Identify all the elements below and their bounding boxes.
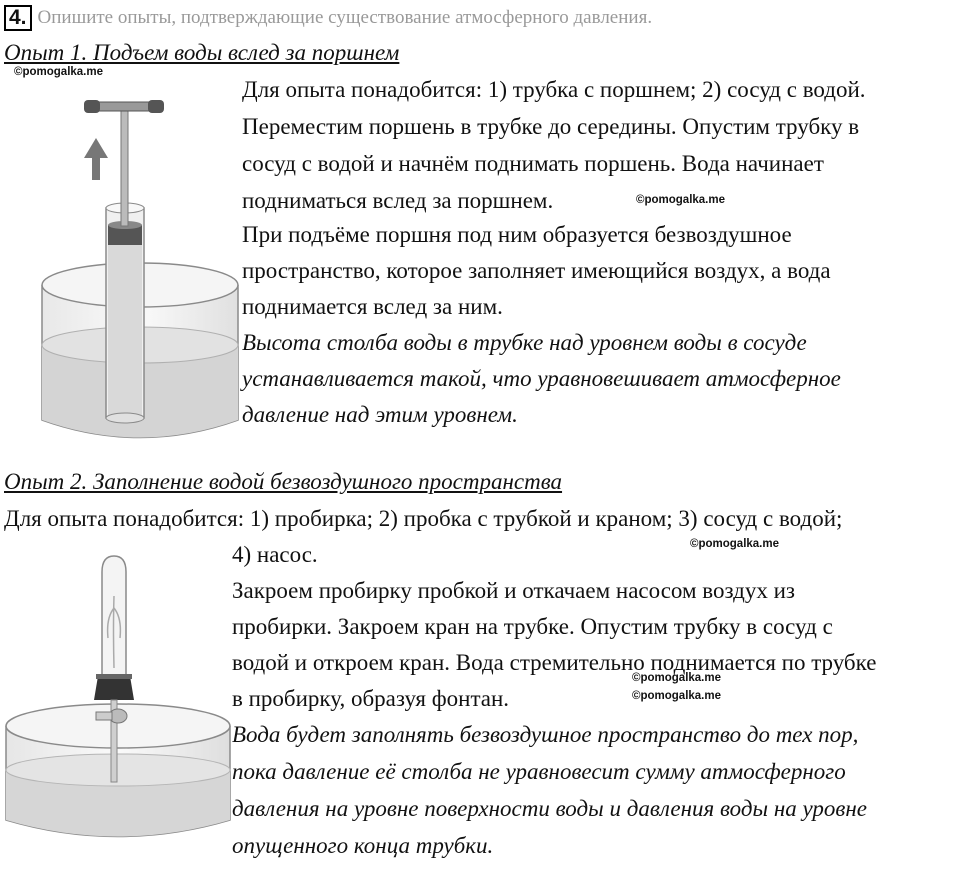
watermark: ©pomogalka.me [690, 538, 779, 550]
text-line: поднимается вслед за ним. [242, 294, 503, 319]
text-line: водой и откроем кран. Вода стремительно поднимается по трубке [232, 650, 877, 675]
text-line: При подъёме поршня под ним образуется безвоздушное [242, 222, 792, 247]
experiment1-text [242, 76, 866, 437]
text-line: Переместим поршень в трубке до середины. Опустим трубку в [242, 114, 860, 139]
test-tube-fountain-illustration [0, 548, 232, 848]
experiment2-text [232, 541, 876, 869]
text-line: в пробирку, образуя фонтан. [232, 686, 510, 711]
task-header [4, 4, 652, 32]
watermark: ©pomogalka.me [632, 690, 721, 702]
conclusion-line: Высота столба воды в трубке над уровнем воды в сосуде [242, 330, 807, 355]
text-line: подниматься вслед за поршнем. [242, 188, 554, 213]
conclusion-line: давление над этим уровнем. [242, 402, 518, 427]
text-line: пространство, которое заполняет имеющийся воздух, а вода [242, 258, 831, 283]
conclusion-line: устанавливается такой, что уравновешивает атмосферное [242, 366, 841, 391]
conclusion-line: опущенного конца трубки. [232, 833, 494, 858]
text-line: 4) насос. [232, 542, 318, 567]
piston-tube-illustration [0, 80, 240, 460]
text-line: Для опыта понадобится: 1) пробирка; 2) пробка с трубкой и краном; 3) сосуд с водой; [4, 506, 843, 531]
task-number: 4. [4, 5, 32, 31]
conclusion-line: пока давление её столба не уравновесит сумму атмосферного [232, 759, 846, 784]
text-line: Закроем пробирку пробкой и откачаем насосом воздух из [232, 578, 795, 603]
text-line: Для опыта понадобится: 1) трубка с поршнем; 2) сосуд с водой. [242, 77, 866, 102]
watermark: ©pomogalka.me [636, 194, 725, 206]
conclusion-line: Вода будет заполнять безвоздушное пространство до тех пор, [232, 722, 859, 747]
experiment1-heading: Опыт 1. Подъем воды вслед за поршнем [4, 40, 400, 65]
watermark: ©pomogalka.me [14, 66, 103, 78]
task-question: Опишите опыты, подтверждающие существование атмосферного давления. [37, 7, 653, 28]
watermark: ©pomogalka.me [632, 672, 721, 684]
text-line: пробирки. Закроем кран на трубке. Опустим трубку в сосуд с [232, 614, 833, 639]
conclusion-line: давления на уровне поверхности воды и давления воды на уровне [232, 796, 867, 821]
text-line: сосуд с водой и начнём поднимать поршень. Вода начинает [242, 151, 824, 176]
experiment2-heading: Опыт 2. Заполнение водой безвоздушного пространства [4, 469, 563, 494]
